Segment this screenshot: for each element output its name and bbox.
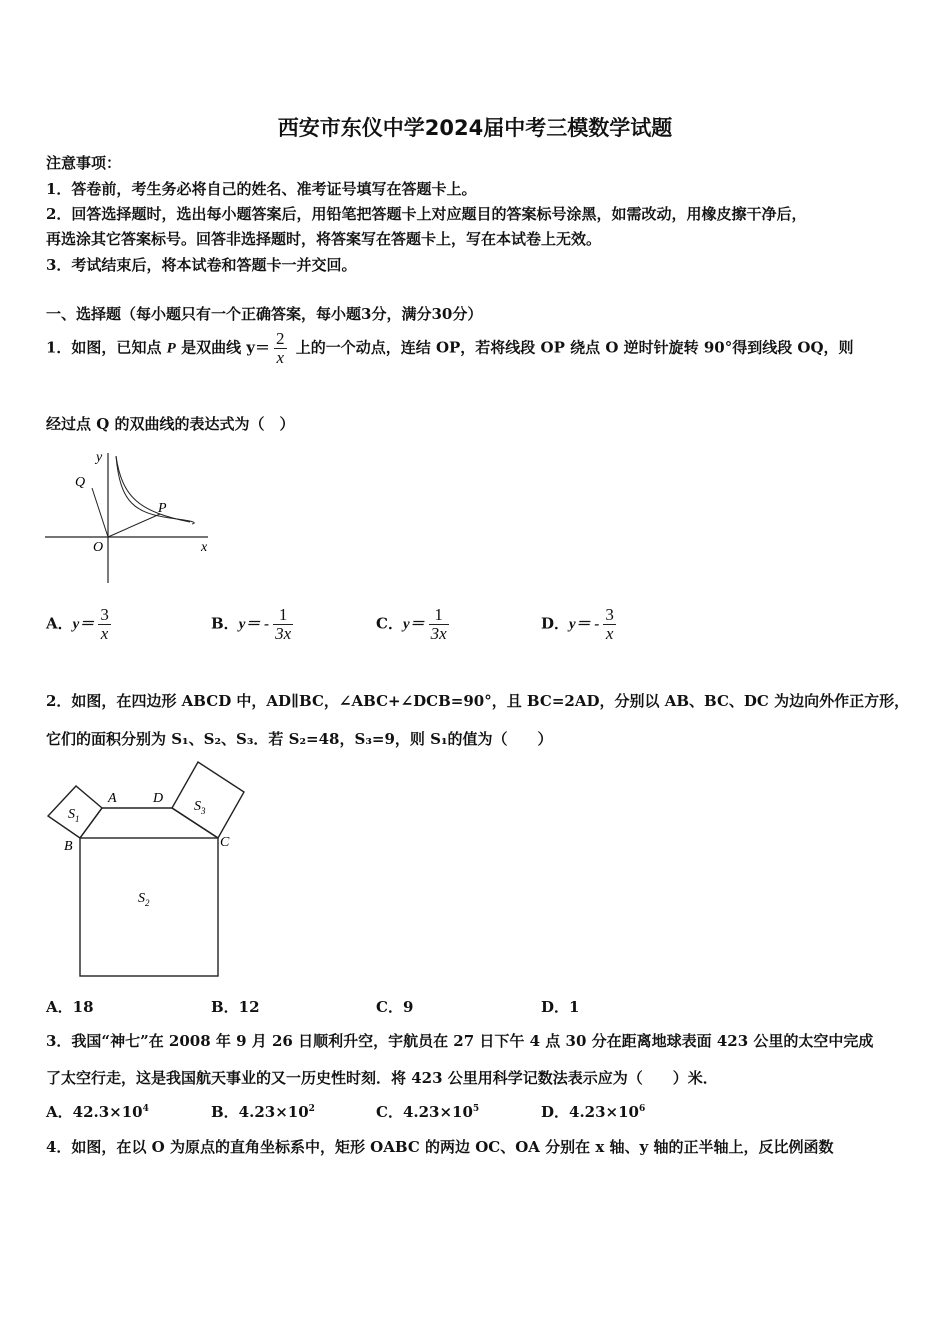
denominator: x: [605, 623, 614, 643]
q1-text: 上的一个动点，连结 OP，若将线段 OP 绕点 O 逆时针旋转 90°得到线段 OQ，则: [290, 338, 854, 357]
denominator: 3x: [275, 623, 292, 643]
page-title: 西安市东仪中学2024届中考三模数学试题: [277, 116, 673, 140]
note-item: 1．答卷前，考生务必将自己的姓名、准考证号填写在答题卡上。: [46, 180, 477, 198]
q2-option-a[interactable]: A．18: [46, 998, 94, 1016]
denominator: 3x: [430, 623, 447, 643]
q2-figure: [40, 758, 260, 988]
option-lhs: y＝: [72, 616, 95, 633]
numerator: 1: [273, 606, 293, 625]
s2-subscript: 2: [145, 898, 150, 908]
label-s3: [194, 799, 206, 816]
question-1: [46, 330, 854, 367]
q1-point-p: P: [166, 340, 176, 357]
section-heading: 一、选择题（每小题只有一个正确答案，每小题3分，满分30分）: [46, 305, 483, 323]
question-3-line2: 了太空行走，这是我国航天事业的又一历史性时刻．将 423 公里用科学记数法表示应为（ ）米．: [46, 1069, 718, 1087]
option-label: A．: [46, 614, 73, 633]
label-s2: [138, 891, 150, 908]
q2-option-d[interactable]: D．1: [541, 998, 580, 1016]
note-item: 再选涂其它答案标号。回答非选择题时，将答案写在答题卡上，写在本试卷上无效。: [46, 230, 602, 248]
option-fraction: [603, 606, 616, 643]
label-y: y: [96, 450, 103, 465]
q1-option-d[interactable]: [541, 606, 620, 643]
numerator: 3: [605, 605, 614, 624]
s1-letter: S: [68, 807, 75, 822]
question-3: 3．我国“神七”在 2008 年 9 月 26 日顺利升空，宇航员在 27 日下午 4 点 30 分在距离地球表面 423 公里的太空中完成: [46, 1032, 874, 1050]
option-lhs: y＝ -: [569, 616, 600, 633]
notes-heading: 注意事项：: [46, 154, 122, 172]
denominator: x: [100, 623, 109, 643]
q3-option-d[interactable]: [541, 1101, 645, 1122]
q1-figure: [40, 448, 220, 588]
label-s1: [68, 807, 80, 824]
q3-option-c[interactable]: [376, 1101, 479, 1122]
question-1-line2: 经过点 Q 的双曲线的表达式为（ ）: [46, 415, 295, 433]
option-lhs: y＝ -: [238, 616, 270, 633]
option-label: C．: [376, 614, 403, 633]
q1-option-b[interactable]: [211, 606, 297, 643]
q1-text: 是双曲线 y＝: [175, 338, 271, 357]
segment-oq: [92, 488, 108, 537]
s3-letter: S: [194, 799, 201, 814]
q1-denominator: x: [276, 347, 285, 367]
s2-letter: S: [138, 891, 145, 906]
label-c: C: [220, 835, 230, 850]
question-4: 4．如图，在以 O 为原点的直角坐标系中，矩形 OABC 的两边 OC、OA 分别在 x 轴、y 轴的正半轴上，反比例函数: [46, 1138, 834, 1156]
option-label: B．: [211, 614, 239, 633]
option-exponent: 2: [308, 1104, 315, 1114]
label-o: O: [93, 540, 104, 555]
q1-option-c[interactable]: [376, 606, 453, 643]
numerator: 3: [100, 605, 109, 624]
option-base: A．42.3×10: [46, 1103, 143, 1121]
q2-option-c[interactable]: C．9: [376, 998, 414, 1016]
q1-text: 1．如图，已知点: [46, 338, 167, 357]
square-s1: [48, 786, 102, 838]
label-q: Q: [75, 475, 86, 490]
label-b: B: [64, 839, 73, 854]
option-exponent: 5: [472, 1104, 480, 1114]
option-lhs: y＝: [402, 616, 425, 633]
label-x: x: [201, 540, 208, 555]
option-fraction: [273, 606, 293, 643]
question-2-line2: 它们的面积分别为 S₁、S₂、S₃．若 S₂=48，S₃=9，则 S₁的值为（ ）: [46, 730, 553, 748]
q1-option-a[interactable]: [46, 606, 115, 643]
label-p: P: [158, 501, 167, 516]
question-2: 2．如图，在四边形 ABCD 中，AD∥BC，∠ABC+∠DCB=90°，且 BC=2AD，分别以 AB、BC、DC 为边向外作正方形，: [46, 692, 910, 710]
q1-numerator: 2: [276, 329, 285, 348]
option-fraction: [429, 606, 449, 643]
option-exponent: 6: [638, 1104, 646, 1114]
s3-subscript: 3: [201, 806, 206, 816]
option-label: D．: [541, 614, 570, 633]
note-item: 3．考试结束后，将本试卷和答题卡一并交回。: [46, 256, 357, 274]
option-exponent: 4: [142, 1104, 149, 1114]
option-fraction: [98, 606, 111, 643]
note-item: 2．回答选择题时，选出每小题答案后，用铅笔把答题卡上对应题目的答案标号涂黑，如需改动，用橡皮擦干净后，: [46, 205, 807, 223]
q3-option-a[interactable]: [46, 1101, 149, 1122]
label-a: A: [108, 791, 117, 806]
numerator: 1: [429, 606, 449, 625]
q1-fraction: [274, 330, 287, 367]
s1-subscript: 1: [75, 814, 80, 824]
segment-op: [108, 514, 160, 537]
option-base: C．4.23×10: [376, 1103, 473, 1121]
option-base: B．4.23×10: [211, 1103, 309, 1121]
square-s3: [172, 762, 244, 838]
q2-option-b[interactable]: B．12: [211, 998, 260, 1016]
hyperbola-curve: [116, 456, 190, 522]
label-d: D: [153, 791, 164, 806]
q3-option-b[interactable]: [211, 1101, 315, 1122]
option-base: D．4.23×10: [541, 1103, 639, 1121]
